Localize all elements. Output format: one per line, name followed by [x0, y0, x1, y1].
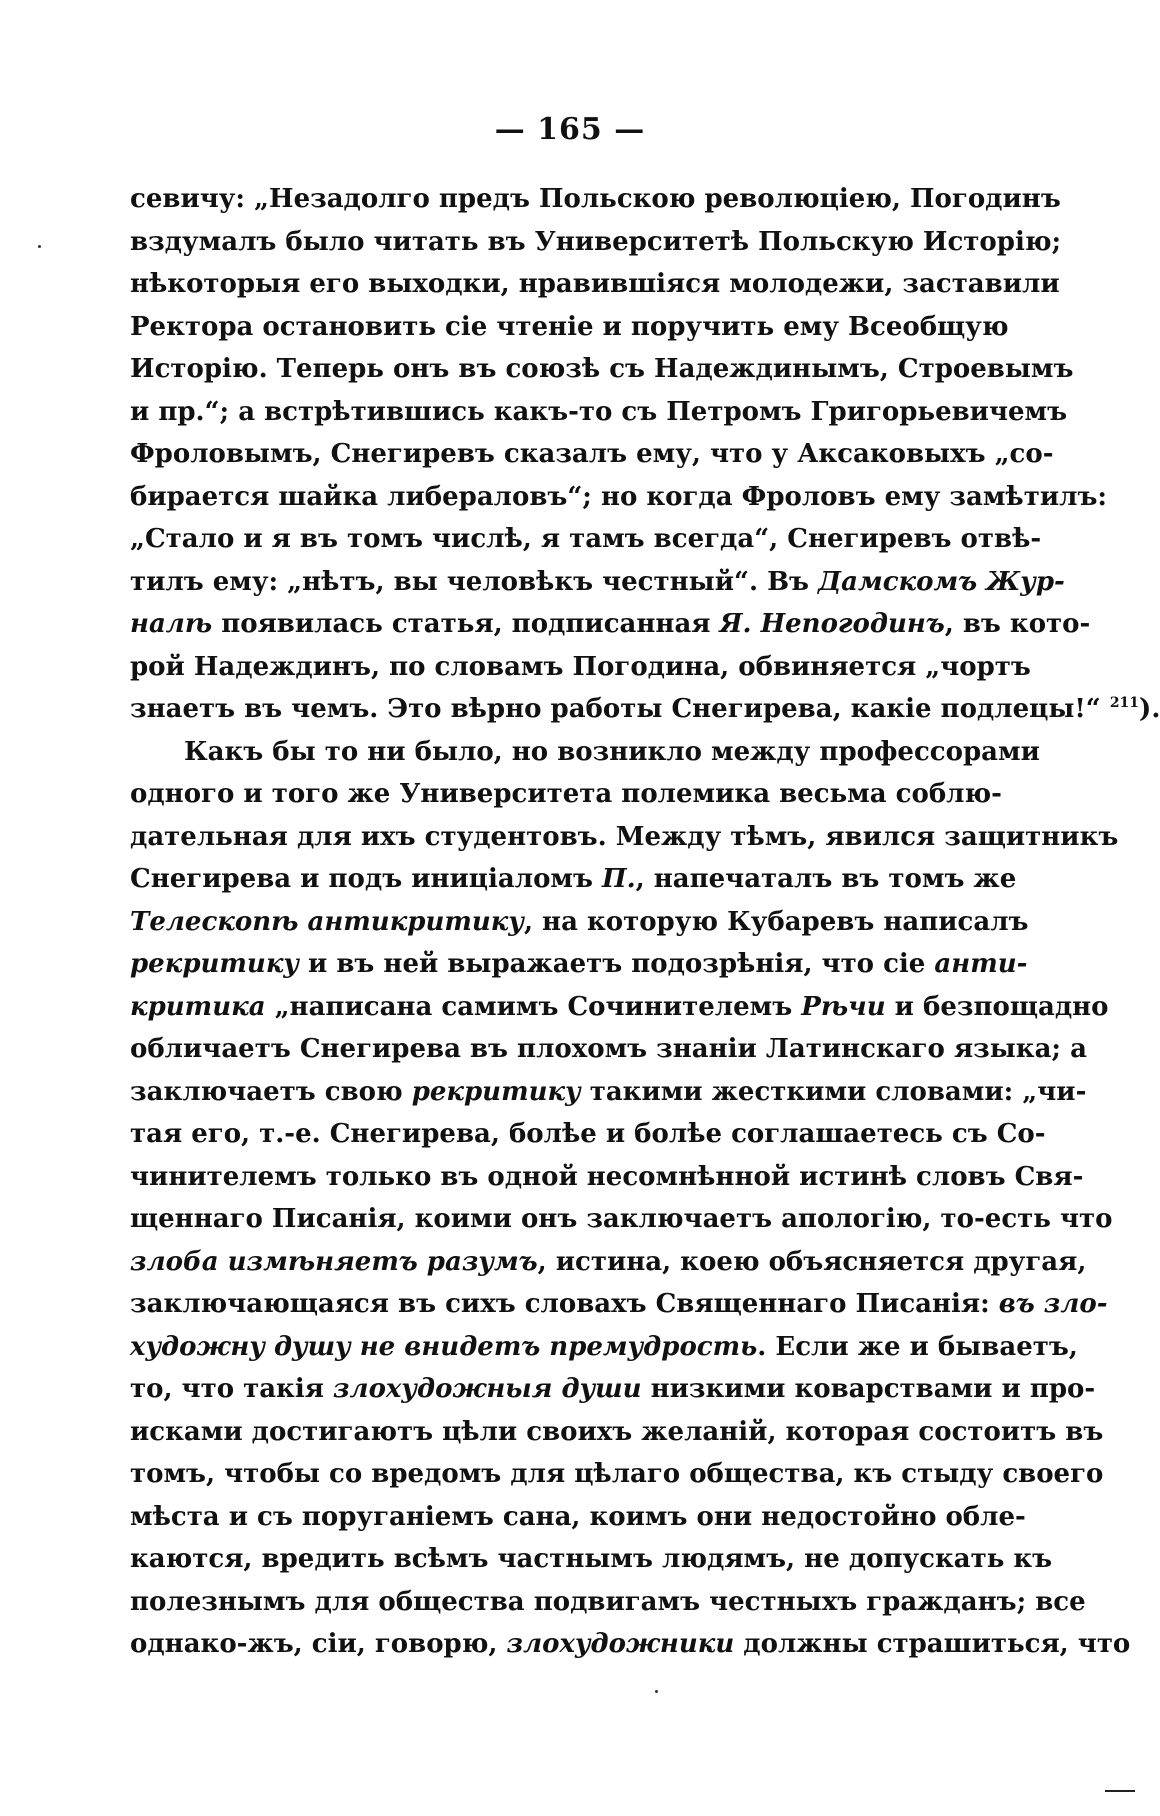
text-segment: , истина, коею объясняется другая,: [537, 1246, 1087, 1277]
body-text: [130, 178, 1160, 1666]
italic-text: злохудожныя души: [332, 1374, 642, 1404]
text-line: [130, 1028, 1087, 1071]
text-segment: обличаетъ Снегирева въ плохомъ знаніи Латинскаго языка; а: [130, 1034, 1087, 1064]
text-line: [130, 1581, 1086, 1624]
text-line: [130, 901, 1029, 944]
text-segment: , напечаталъ въ томъ же: [635, 864, 1017, 894]
text-segment: Фроловымъ, Снегиревъ сказалъ ему, что у Аксаковыхъ „со-: [130, 439, 1054, 469]
text-segment: и безпощадно: [885, 991, 1109, 1022]
print-speck: [655, 1690, 658, 1693]
text-segment: чинителемъ только въ одной несомнѣнной истинѣ словъ Свя-: [130, 1161, 1084, 1192]
text-line: [130, 263, 1060, 306]
text-segment: Ректора остановить сіе чтеніе и поручить ему Всеобщую: [130, 311, 1009, 342]
text-line: [130, 603, 1091, 646]
italic-text: Телескопѣ антикритику: [130, 906, 524, 937]
text-line: [130, 943, 1028, 986]
margin-dash: [1105, 1790, 1135, 1792]
text-segment: и пр.“; а встрѣтившись какъ-то съ Петромъ Григорьевичемъ: [130, 396, 1068, 427]
italic-text: злоба измѣняетъ разумъ: [130, 1246, 538, 1277]
page-number: — 165 —: [494, 112, 646, 147]
text-segment: ).: [1139, 694, 1160, 724]
text-line: [130, 1538, 1053, 1581]
text-segment: низкими коварствами и про-: [641, 1374, 1096, 1404]
text-line: [130, 1326, 1078, 1369]
text-segment: , въ кото-: [944, 609, 1091, 639]
italic-text: критика: [130, 991, 266, 1022]
italic-text: въ зло-: [998, 1289, 1108, 1319]
text-line: [130, 433, 1054, 476]
text-line: [130, 1113, 1046, 1156]
text-line: [130, 1411, 1104, 1454]
text-line: [130, 773, 1000, 816]
text-line: [130, 816, 1119, 859]
text-line: [130, 561, 1065, 604]
text-segment: „Стало и я въ томъ числѣ, я тамъ всегда“, Снегиревъ отвѣ-: [130, 524, 1042, 554]
print-speck: [38, 245, 41, 248]
text-line: [130, 1071, 1087, 1114]
text-segment: севичу: „Незадолго предъ Польскою революціею, Погодинъ: [130, 184, 1061, 214]
text-segment: Какъ бы то ни было, но возникло между профессорами: [184, 736, 1040, 767]
italic-text: анти-: [934, 949, 1028, 979]
text-segment: знаетъ въ чемъ. Это вѣрно работы Снегирева, какіе подлецы!“: [130, 694, 1110, 724]
text-line: [130, 688, 1160, 731]
text-line: [130, 1453, 1104, 1496]
text-line: [130, 1241, 1087, 1284]
text-segment: то, что такія: [130, 1374, 333, 1404]
italic-text: рекритику: [411, 1076, 581, 1107]
text-segment: и въ ней выражаетъ подозрѣнія, что сіе: [298, 949, 935, 979]
text-segment: исками достигаютъ цѣли своихъ желаній, которая состоитъ въ: [130, 1416, 1104, 1447]
text-segment: каются, вредить всѣмъ частнымъ людямъ, не допускать къ: [130, 1544, 1053, 1574]
italic-text: Рѣчи: [801, 991, 886, 1022]
text-line: [130, 306, 1009, 349]
text-line: [130, 1496, 1026, 1539]
italic-text: Я. Непогодинъ: [719, 609, 945, 639]
footnote-ref: 211: [1109, 695, 1140, 711]
text-line: [130, 1198, 1113, 1241]
text-segment: щеннаго Писанія, коими онъ заключаетъ апологію, то-есть что: [130, 1204, 1113, 1234]
text-line: [130, 646, 1031, 689]
text-segment: тая его, т.-е. Снегирева, болѣе и болѣе соглашаетесь съ Со-: [130, 1119, 1046, 1149]
text-segment: „написана самимъ Сочинителемъ: [265, 991, 802, 1022]
text-line: [130, 348, 1074, 391]
text-line: [130, 1156, 1084, 1199]
text-segment: бирается шайка либераловъ“; но когда Фроловъ ему замѣтилъ:: [130, 481, 1107, 512]
italic-text: П.: [602, 864, 636, 894]
text-segment: такими жесткими словами: „чи-: [580, 1076, 1087, 1107]
text-line: [130, 731, 1040, 774]
text-line: [130, 178, 1061, 221]
text-line: [130, 391, 1068, 434]
text-segment: одного и того же Университета полемика весьма соблю-: [130, 779, 1002, 809]
text-segment: тилъ ему: „нѣтъ, вы человѣкъ честный“. Въ: [130, 566, 819, 597]
text-segment: нѣкоторыя его выходки, нравившіяся молодежи, заставили: [130, 269, 1060, 299]
text-segment: , на которую Кубаревъ написалъ: [523, 906, 1029, 937]
italic-text: налѣ: [130, 609, 213, 639]
text-segment: должны страшиться, что: [734, 1629, 1131, 1659]
text-segment: рой Надеждинъ, по словамъ Погодина, обвиняется „чортъ: [130, 651, 1031, 682]
text-segment: заключаетъ свою: [130, 1076, 412, 1107]
italic-text: художну душу не внидетъ премудрость: [130, 1331, 758, 1362]
italic-text: Дамскомъ Жур-: [818, 566, 1065, 597]
text-segment: мѣста и съ поруганіемъ сана, коимъ они недостойно обле-: [130, 1501, 1026, 1532]
text-segment: появилась статья, подписанная: [212, 609, 720, 639]
text-segment: вздумалъ было читать въ Университетѣ Польскую Исторію;: [130, 226, 1062, 257]
text-segment: дательная для ихъ студентовъ. Между тѣмъ, явился защитникъ: [130, 821, 1119, 852]
text-segment: Снегирева и подъ иниціаломъ: [130, 864, 602, 894]
text-segment: однако-жъ, сіи, говорю,: [130, 1629, 507, 1659]
text-segment: заключающаяся въ сихъ словахъ Священнаго Писанія:: [130, 1289, 999, 1319]
italic-text: злохудожники: [506, 1629, 735, 1659]
text-line: [130, 1368, 1096, 1411]
text-segment: Исторію. Теперь онъ въ союзѣ съ Надеждинымъ, Строевымъ: [130, 354, 1074, 384]
italic-text: рекритику: [130, 949, 299, 979]
text-line: [130, 1623, 1131, 1666]
text-line: [130, 221, 1062, 264]
text-line: [130, 476, 1107, 519]
text-segment: . Если же и бываетъ,: [757, 1331, 1078, 1362]
text-line: [130, 858, 1017, 901]
text-line: [130, 518, 1042, 561]
text-line: [130, 1283, 1108, 1326]
text-segment: томъ, чтобы со вредомъ для цѣлаго общества, къ стыду своего: [130, 1459, 1104, 1489]
text-line: [130, 986, 1109, 1029]
text-segment: полезнымъ для общества подвигамъ честныхъ гражданъ; все: [130, 1586, 1086, 1617]
